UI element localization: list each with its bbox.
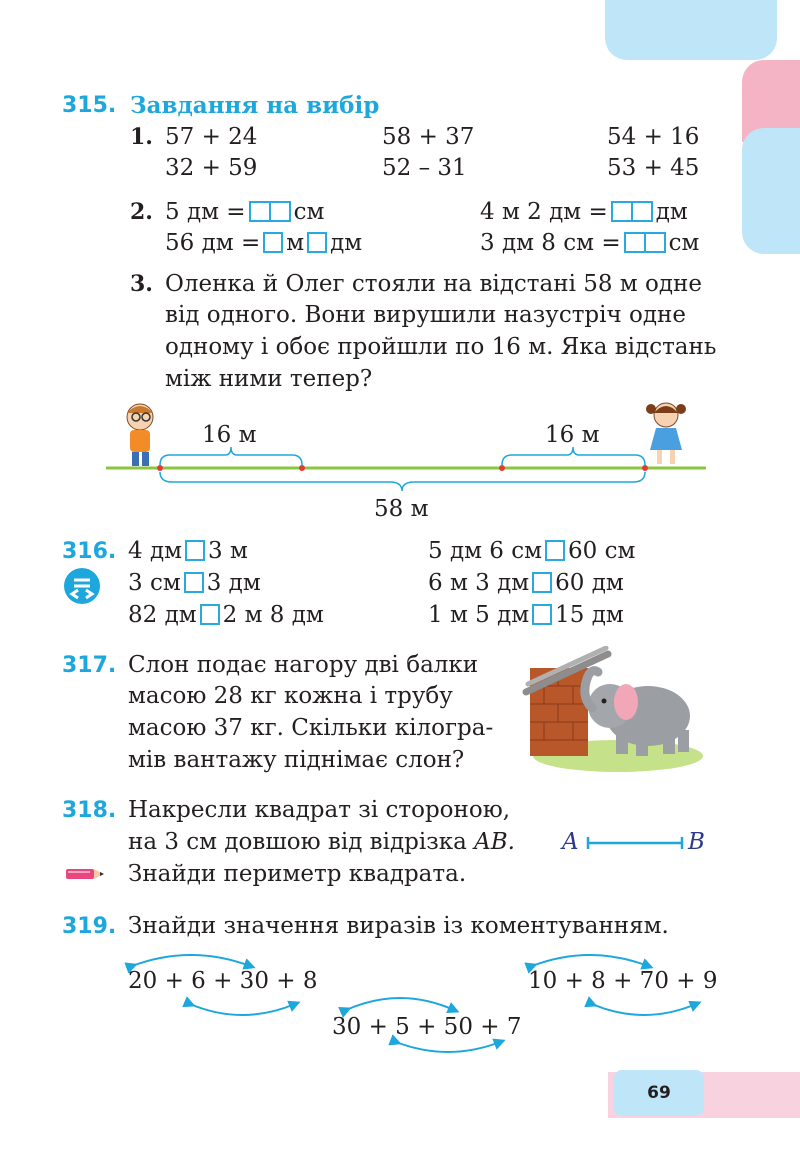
answer-box xyxy=(624,232,666,253)
segment-ab xyxy=(586,836,684,850)
exercise-number-316: 316. xyxy=(62,539,117,564)
expression: 52 – 31 xyxy=(382,155,467,181)
problem-text-line: Слон подає нагору дві балки xyxy=(128,652,479,678)
problem-text-line: одному і обоє пройшли по 16 м. Яка відстань xyxy=(165,334,717,360)
exercise-number-317: 317. xyxy=(62,653,117,678)
expression: 58 + 37 xyxy=(382,124,475,150)
top-tab-decoration xyxy=(605,0,777,60)
segment-point-b: B xyxy=(688,829,705,855)
problem-text-line: між ними тепер? xyxy=(165,366,373,392)
problem-text-line: масою 28 кг кожна і трубу xyxy=(128,683,453,709)
answer-box xyxy=(307,232,327,253)
problem-text-line: Знайди периметр квадрата. xyxy=(128,861,467,887)
exercise-number-318: 318. xyxy=(62,798,117,823)
expression: 57 + 24 xyxy=(165,124,258,150)
grouping-arrows xyxy=(120,940,720,1060)
answer-box xyxy=(200,604,220,625)
answer-box xyxy=(249,201,291,222)
conversion-row: 4 м 2 дм = дм xyxy=(480,199,688,225)
answer-box xyxy=(185,540,205,561)
segment-point-a: A xyxy=(562,829,579,855)
expression-3: 10 + 8 + 70 + 9 xyxy=(528,968,718,994)
problem-text-line: Накресли квадрат зі стороною, xyxy=(128,797,511,823)
answer-box xyxy=(545,540,565,561)
expression: 32 + 59 xyxy=(165,155,258,181)
conversion-row: 5 дм = см xyxy=(165,199,325,225)
expression: 53 + 45 xyxy=(607,155,700,181)
problem-text-line: Знайди значення виразів із коментуванням. xyxy=(128,913,669,939)
problem-text-line: на 3 см довшою від відрізка AB. xyxy=(128,829,515,855)
problem-text-line: Оленка й Олег стояли на відстані 58 м одне xyxy=(165,271,702,297)
exercise-number-319: 319. xyxy=(62,914,117,939)
pencil-icon xyxy=(64,865,106,883)
page-number: 69 xyxy=(614,1070,704,1116)
distance-label-total: 58 м xyxy=(374,496,429,522)
side-tab-blue xyxy=(742,128,800,254)
girl-illustration xyxy=(646,403,686,464)
problem-text-line: від одного. Вони вирушили назустріч одне xyxy=(165,302,686,328)
comparison-row: 6 м 3 дм 60 дм xyxy=(428,570,624,596)
conversion-row: 3 дм 8 см = см xyxy=(480,230,700,256)
answer-box xyxy=(611,201,653,222)
task-1-label: 1. xyxy=(130,124,153,150)
compare-icon xyxy=(63,567,101,605)
answer-box xyxy=(184,572,204,593)
elephant-illustration xyxy=(518,646,708,776)
comparison-row: 1 м 5 дм 15 дм xyxy=(428,602,624,628)
answer-box xyxy=(263,232,283,253)
comparison-row: 5 дм 6 см 60 см xyxy=(428,538,636,564)
expression-2: 30 + 5 + 50 + 7 xyxy=(332,1014,522,1040)
expression: 54 + 16 xyxy=(607,124,700,150)
answer-box xyxy=(532,572,552,593)
comparison-row: 3 см 3 дм xyxy=(128,570,261,596)
distance-label-right: 16 м xyxy=(545,422,600,448)
boy-illustration xyxy=(127,404,153,466)
conversion-row: 56 дм = м дм xyxy=(165,230,363,256)
comparison-row: 4 дм 3 м xyxy=(128,538,248,564)
exercise-number-315: 315. xyxy=(62,93,117,118)
problem-text-line: мів вантажу піднімає слон? xyxy=(128,747,465,773)
expression-1: 20 + 6 + 30 + 8 xyxy=(128,968,318,994)
task-3-label: 3. xyxy=(130,271,153,297)
exercise-315-title: Завдання на вибір xyxy=(130,92,380,119)
comparison-row: 82 дм 2 м 8 дм xyxy=(128,602,324,628)
distance-label-left: 16 м xyxy=(202,422,257,448)
task-2-label: 2. xyxy=(130,199,153,225)
problem-text-line: масою 37 кг. Скільки кілогра- xyxy=(128,715,494,741)
answer-box xyxy=(532,604,552,625)
